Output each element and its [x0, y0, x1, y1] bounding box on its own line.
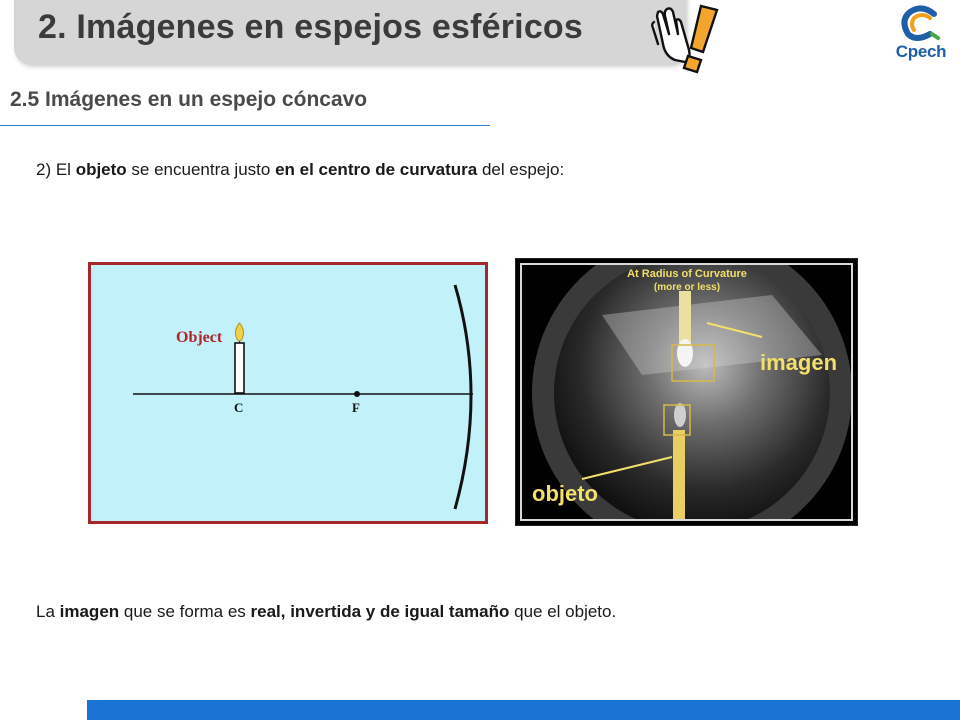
section-subtitle: 2.5 Imágenes en un espejo cóncavo	[10, 88, 368, 111]
intro-bold-object: objeto	[75, 160, 127, 179]
cpech-logo-mark-icon	[886, 4, 956, 44]
photo-object-label: objeto	[532, 481, 598, 506]
page-title: 2. Imágenes en espejos esféricos	[38, 8, 584, 46]
intro-bold-center: en el centro de curvatura	[275, 160, 478, 179]
photo-caption-line2: (more or less)	[653, 282, 721, 293]
photo-image-label: imagen	[760, 350, 838, 375]
conclusion-text-2: que se forma es	[119, 602, 251, 621]
candle-flame-icon	[235, 323, 243, 341]
diagram-drawing	[91, 265, 485, 521]
photo-flame-object	[674, 403, 686, 427]
photo-caption-line1: At Radius of Curvature	[627, 268, 747, 280]
photo-flame-image	[677, 339, 693, 367]
intro-text-3: del espejo:	[477, 160, 565, 179]
conclusion-text-1: La	[36, 602, 60, 621]
concave-mirror	[455, 285, 471, 509]
logo-text: Cpech	[895, 42, 947, 61]
conclusion-bold-imagen: imagen	[59, 602, 120, 621]
subtitle-underline	[0, 125, 490, 126]
intro-text-1: 2) El	[36, 160, 76, 179]
mirror-photo-drawing	[522, 265, 853, 521]
diagram-c-label: C	[234, 400, 244, 415]
pointing-hand-exclamation-icon	[645, 0, 725, 78]
photo-candle-object	[673, 430, 685, 521]
conclusion-sentence	[36, 602, 616, 622]
mirror-photo	[515, 258, 858, 526]
focal-point-dot	[354, 391, 360, 397]
mirror-photo-inner	[520, 263, 853, 521]
footer-bar	[87, 700, 960, 720]
intro-sentence	[36, 160, 564, 180]
concave-mirror-diagram	[88, 262, 488, 524]
cpech-logo	[886, 4, 956, 68]
diagram-f-label: F	[352, 400, 360, 415]
intro-text-2: se encuentra justo	[126, 160, 276, 179]
candle-object	[235, 343, 244, 393]
conclusion-text-3: que el objeto.	[509, 602, 617, 621]
diagram-object-label: Object	[176, 329, 223, 346]
conclusion-bold-properties: real, invertida y de igual tamaño	[250, 602, 510, 621]
